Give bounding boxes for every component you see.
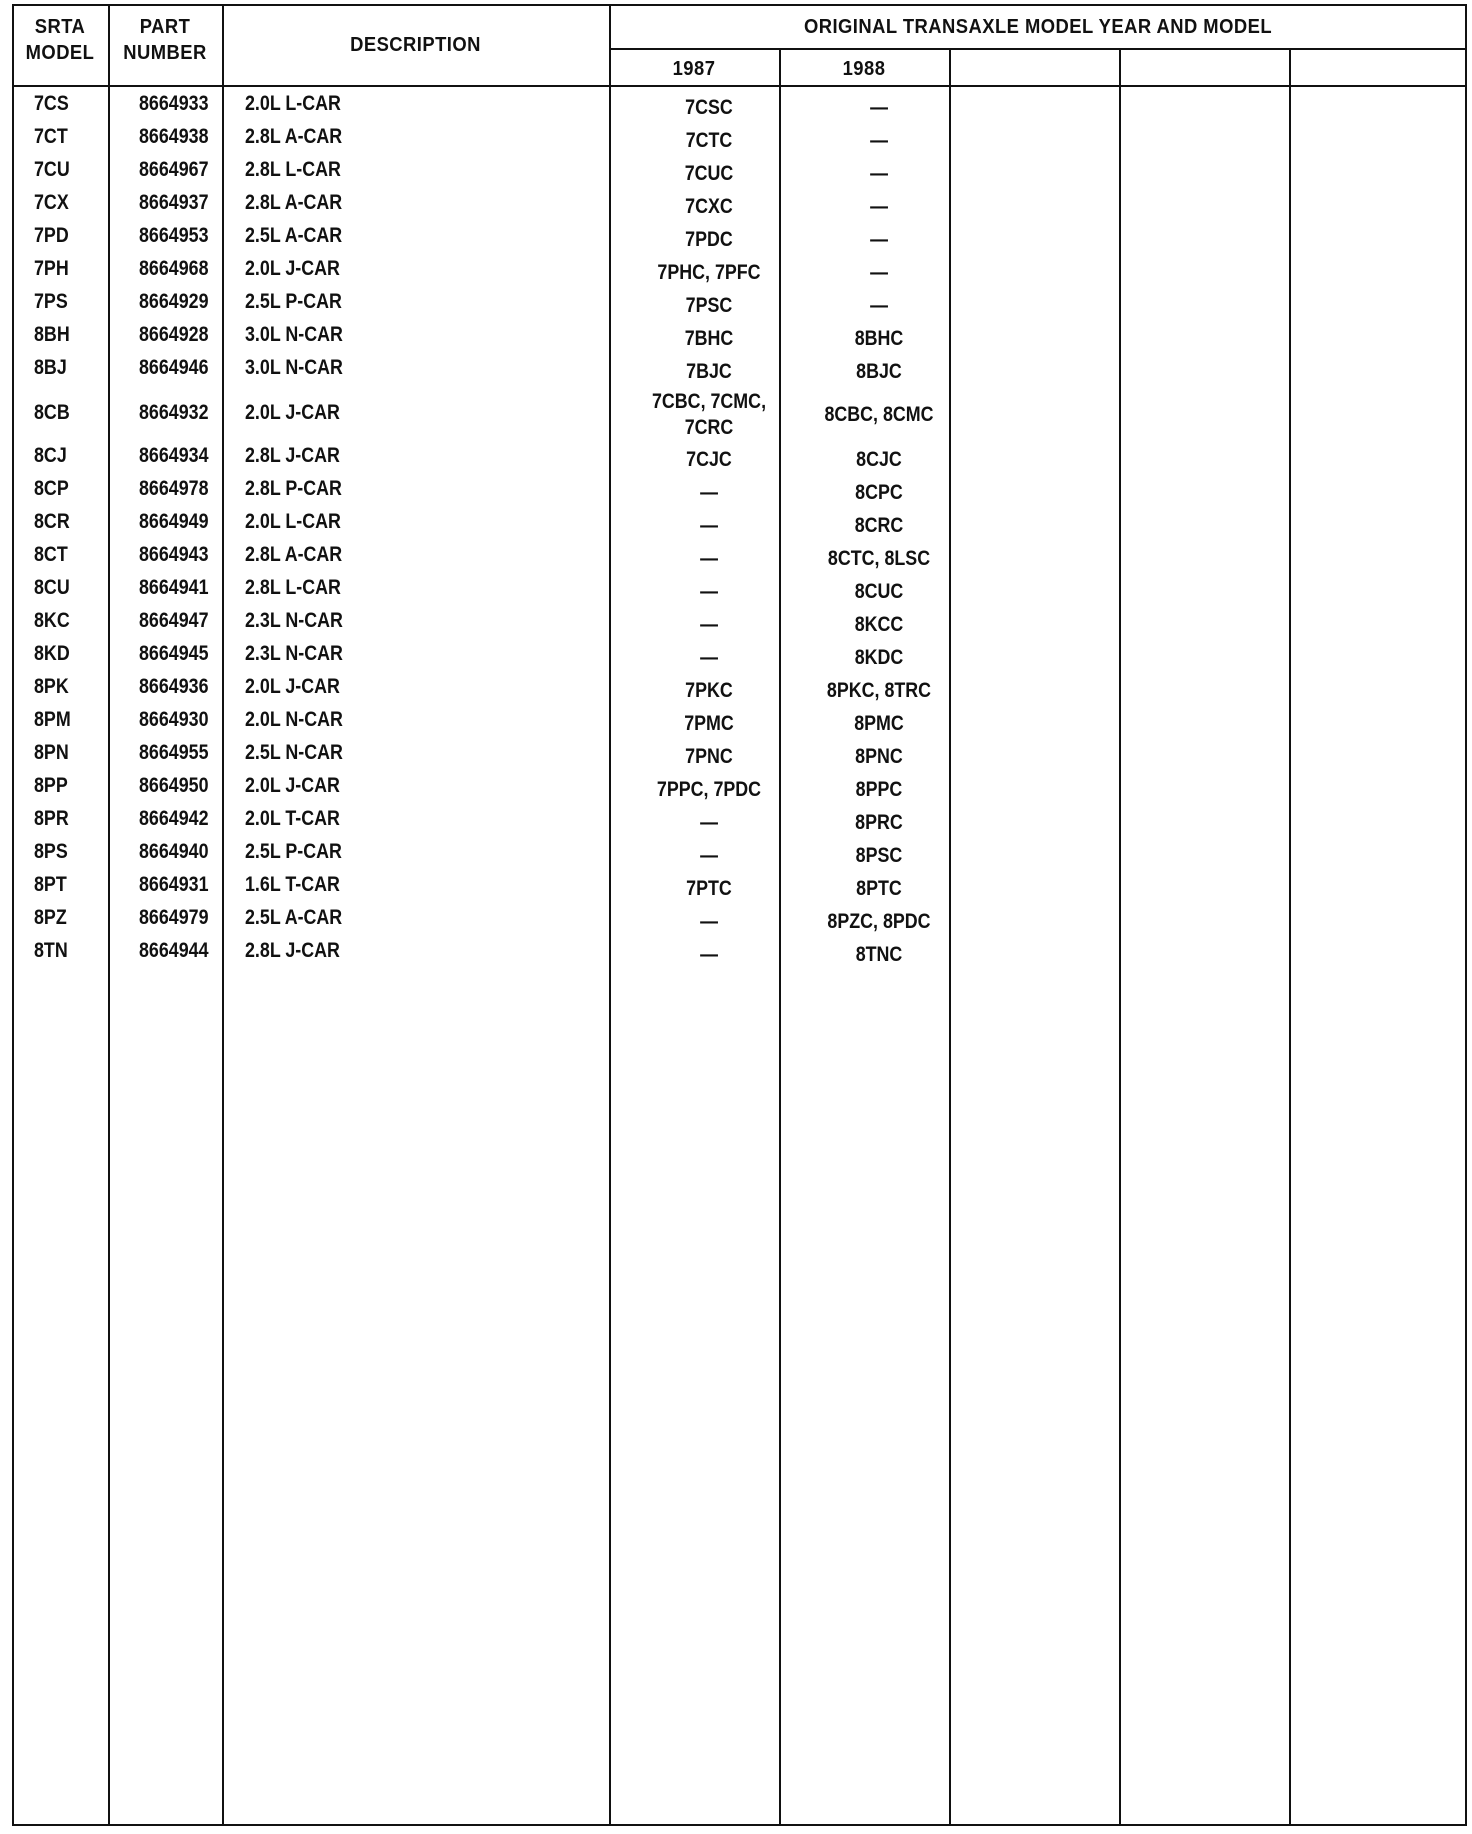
srta-model-cell: 7PS [34,290,68,313]
year-1987-cell: — [700,844,718,867]
year-1988-cell: 8PKC, 8TRC [826,679,932,702]
table-row [12,158,1467,191]
part-number-cell: 8664934 [139,444,209,467]
description-cell: 3.0L N-CAR [245,356,343,379]
srta-model-cell: 8BJ [34,356,67,379]
description-cell: 2.0L J-CAR [245,257,340,280]
table-row [12,477,1467,510]
description-cell: 2.8L J-CAR [245,939,340,962]
year-1988-cell: — [870,228,888,251]
header-part-number-line2: NUMBER [123,42,207,64]
srta-model-cell: 8PM [34,708,71,731]
part-number-cell: 8664950 [139,774,209,797]
srta-model-cell: 7CS [34,92,69,115]
part-number-cell: 8664943 [139,543,209,566]
description-cell: 2.3L N-CAR [245,642,343,665]
part-number-cell: 8664931 [139,873,209,896]
part-number-cell: 8664979 [139,906,209,929]
year-1988-cell: — [870,162,888,185]
year-1988-cell: 8PNC [855,745,903,768]
year-1987-cell: — [700,646,718,669]
table-row [12,840,1467,873]
year-1988-cell: 8TNC [855,943,903,966]
srta-model-cell: 8CP [34,477,69,500]
year-1987-cell: 7PKC [685,679,733,702]
part-number-cell: 8664941 [139,576,209,599]
table-row [12,675,1467,708]
year-1987-cell: — [700,910,718,933]
year-1988-cell: — [870,294,888,317]
year-1987-cell: 7CJC [686,448,732,471]
srta-model-cell: 8BH [34,323,70,346]
description-cell: 2.8L P-CAR [245,477,342,500]
header-part-number [113,14,218,66]
year-1988-cell: 8PRC [855,811,903,834]
table-row [12,290,1467,323]
year-1988-cell: 8KDC [854,646,904,669]
header-srta-model-line2: MODEL [25,42,95,64]
year-1987-cell: 7PPC, 7PDC [656,778,762,801]
srta-model-cell: 8CT [34,543,68,566]
description-cell: 2.5L P-CAR [245,290,342,313]
year-1988-cell: 8CUC [854,580,904,603]
table-row [12,510,1467,543]
srta-model-cell: 8PK [34,675,69,698]
year-1988-cell: 8PSC [855,844,903,867]
description-cell: 2.8L L-CAR [245,158,341,181]
table-row [12,257,1467,290]
srta-model-cell: 8PT [34,873,67,896]
year-1987-cell: 7PDC [685,228,733,251]
srta-model-cell: 8CU [34,576,70,599]
part-number-cell: 8664930 [139,708,209,731]
description-cell: 2.0L N-CAR [245,708,343,731]
year-1987-cell: 7BHC [684,327,734,350]
description-cell: 2.0L J-CAR [245,675,340,698]
table-row [12,323,1467,356]
table-row [12,741,1467,774]
table-row [12,708,1467,741]
srta-model-cell: 7PD [34,224,69,247]
year-1987-cell: — [700,811,718,834]
srta-model-cell: 7CT [34,125,68,148]
header-year-1988: 1988 [842,58,886,80]
header-original-transaxle: ORIGINAL TRANSAXLE MODEL YEAR AND MODEL [803,16,1273,38]
part-number-cell: 8664967 [139,158,209,181]
year-1988-cell: 8CJC [856,448,902,471]
table-row [12,807,1467,840]
part-number-cell: 8664953 [139,224,209,247]
description-cell: 2.3L N-CAR [245,609,343,632]
year-1988-cell: 8PPC [855,778,903,801]
srta-model-cell: 8PR [34,807,69,830]
group-header-divider [609,48,1467,50]
year-1988-cell: 8CPC [855,481,903,504]
year-1988-cell: 8BJC [856,360,902,383]
year-1987-cell: 7CUC [684,162,734,185]
description-cell: 2.5L A-CAR [245,224,343,247]
part-number-cell: 8664932 [139,401,209,424]
srta-model-cell: 8PP [34,774,68,797]
year-1987-cell: 7CXC [685,195,733,218]
year-1988-cell: — [870,261,888,284]
header-description: DESCRIPTION [350,34,481,56]
transaxle-model-table [12,4,1467,1826]
table-row [12,125,1467,158]
srta-model-cell: 8PN [34,741,69,764]
srta-model-cell: 7CU [34,158,70,181]
table-row [12,873,1467,906]
part-number-cell: 8664947 [139,609,209,632]
srta-model-cell: 8CB [34,401,70,424]
year-1988-cell: 8PTC [856,877,902,900]
description-cell: 3.0L N-CAR [245,323,343,346]
year-1988-cell: 8CBC, 8CMC [824,403,934,426]
year-1987-cell: 7BJC [686,360,732,383]
table-row [12,191,1467,224]
table-row [12,609,1467,642]
year-1988-cell: 8KCC [854,613,904,636]
year-1987-cell: 7PNC [685,745,733,768]
table-row [12,356,1467,389]
table-row [12,906,1467,939]
part-number-cell: 8664945 [139,642,209,665]
srta-model-cell: 7CX [34,191,69,214]
part-number-cell: 8664933 [139,92,209,115]
description-cell: 2.0L T-CAR [245,807,340,830]
description-cell: 2.8L A-CAR [245,543,343,566]
part-number-cell: 8664929 [139,290,209,313]
header-year-1987: 1987 [672,58,716,80]
srta-model-cell: 8TN [34,939,68,962]
part-number-cell: 8664928 [139,323,209,346]
year-1987-cell: — [700,613,718,636]
table-row [12,92,1467,125]
year-1988-cell: 8PMC [854,712,904,735]
srta-model-cell: 8CR [34,510,70,533]
year-1988-cell: 8CTC, 8LSC [827,547,931,570]
table-row [12,642,1467,675]
year-1987-cell: 7PMC [684,712,734,735]
year-1987-cell: — [700,514,718,537]
description-cell: 2.0L L-CAR [245,510,341,533]
description-cell: 2.8L A-CAR [245,125,343,148]
part-number-cell: 8664944 [139,939,209,962]
header-part-number-line1: PART [139,16,191,38]
table-row [12,576,1467,609]
description-cell: 2.5L A-CAR [245,906,343,929]
header-srta-model [16,14,104,66]
header-bottom-border [12,85,1467,87]
srta-model-cell: 8CJ [34,444,67,467]
year-1987-cell: 7CTC [685,129,733,152]
table-bottom-border [12,1824,1467,1826]
description-cell: 2.5L N-CAR [245,741,343,764]
srta-model-cell: 7PH [34,257,69,280]
srta-model-cell: 8KC [34,609,70,632]
description-cell: 2.0L L-CAR [245,92,341,115]
part-number-cell: 8664955 [139,741,209,764]
table-top-border [12,4,1467,6]
description-cell: 2.8L J-CAR [245,444,340,467]
description-cell: 2.8L A-CAR [245,191,343,214]
year-1987-cell: — [700,943,718,966]
year-1987-cell: 7PSC [685,294,733,317]
part-number-cell: 8664968 [139,257,209,280]
year-1987-cell: 7PHC, 7PFC [657,261,761,284]
part-number-cell: 8664940 [139,840,209,863]
year-1987-cell: 7PTC [686,877,732,900]
year-1988-cell: — [870,129,888,152]
description-cell: 2.8L L-CAR [245,576,341,599]
year-1987-cell: — [700,547,718,570]
year-1987-cell: 7CSC [685,96,733,119]
table-row [12,774,1467,807]
header-srta-model-line1: SRTA [34,16,86,38]
year-1988-cell: 8BHC [854,327,904,350]
year-1987-cell: — [700,580,718,603]
table-row [12,543,1467,576]
description-cell: 2.0L J-CAR [245,774,340,797]
year-1988-cell: 8PZC, 8PDC [827,910,931,933]
table-row [12,224,1467,257]
year-1988-cell: 8CRC [854,514,904,537]
part-number-cell: 8664949 [139,510,209,533]
table-row [12,389,1467,440]
description-cell: 1.6L T-CAR [245,873,340,896]
part-number-cell: 8664938 [139,125,209,148]
year-1988-cell: — [870,195,888,218]
year-1988-cell: — [870,96,888,119]
part-number-cell: 8664936 [139,675,209,698]
srta-model-cell: 8PZ [34,906,67,929]
srta-model-cell: 8KD [34,642,70,665]
part-number-cell: 8664978 [139,477,209,500]
srta-model-cell: 8PS [34,840,68,863]
part-number-cell: 8664937 [139,191,209,214]
year-1987-cell: 7CBC, 7CMC, 7CRC [651,390,767,439]
table-row [12,939,1467,972]
description-cell: 2.0L J-CAR [245,401,340,424]
description-cell: 2.5L P-CAR [245,840,342,863]
table-row [12,444,1467,477]
year-1987-cell: — [700,481,718,504]
part-number-cell: 8664942 [139,807,209,830]
part-number-cell: 8664946 [139,356,209,379]
